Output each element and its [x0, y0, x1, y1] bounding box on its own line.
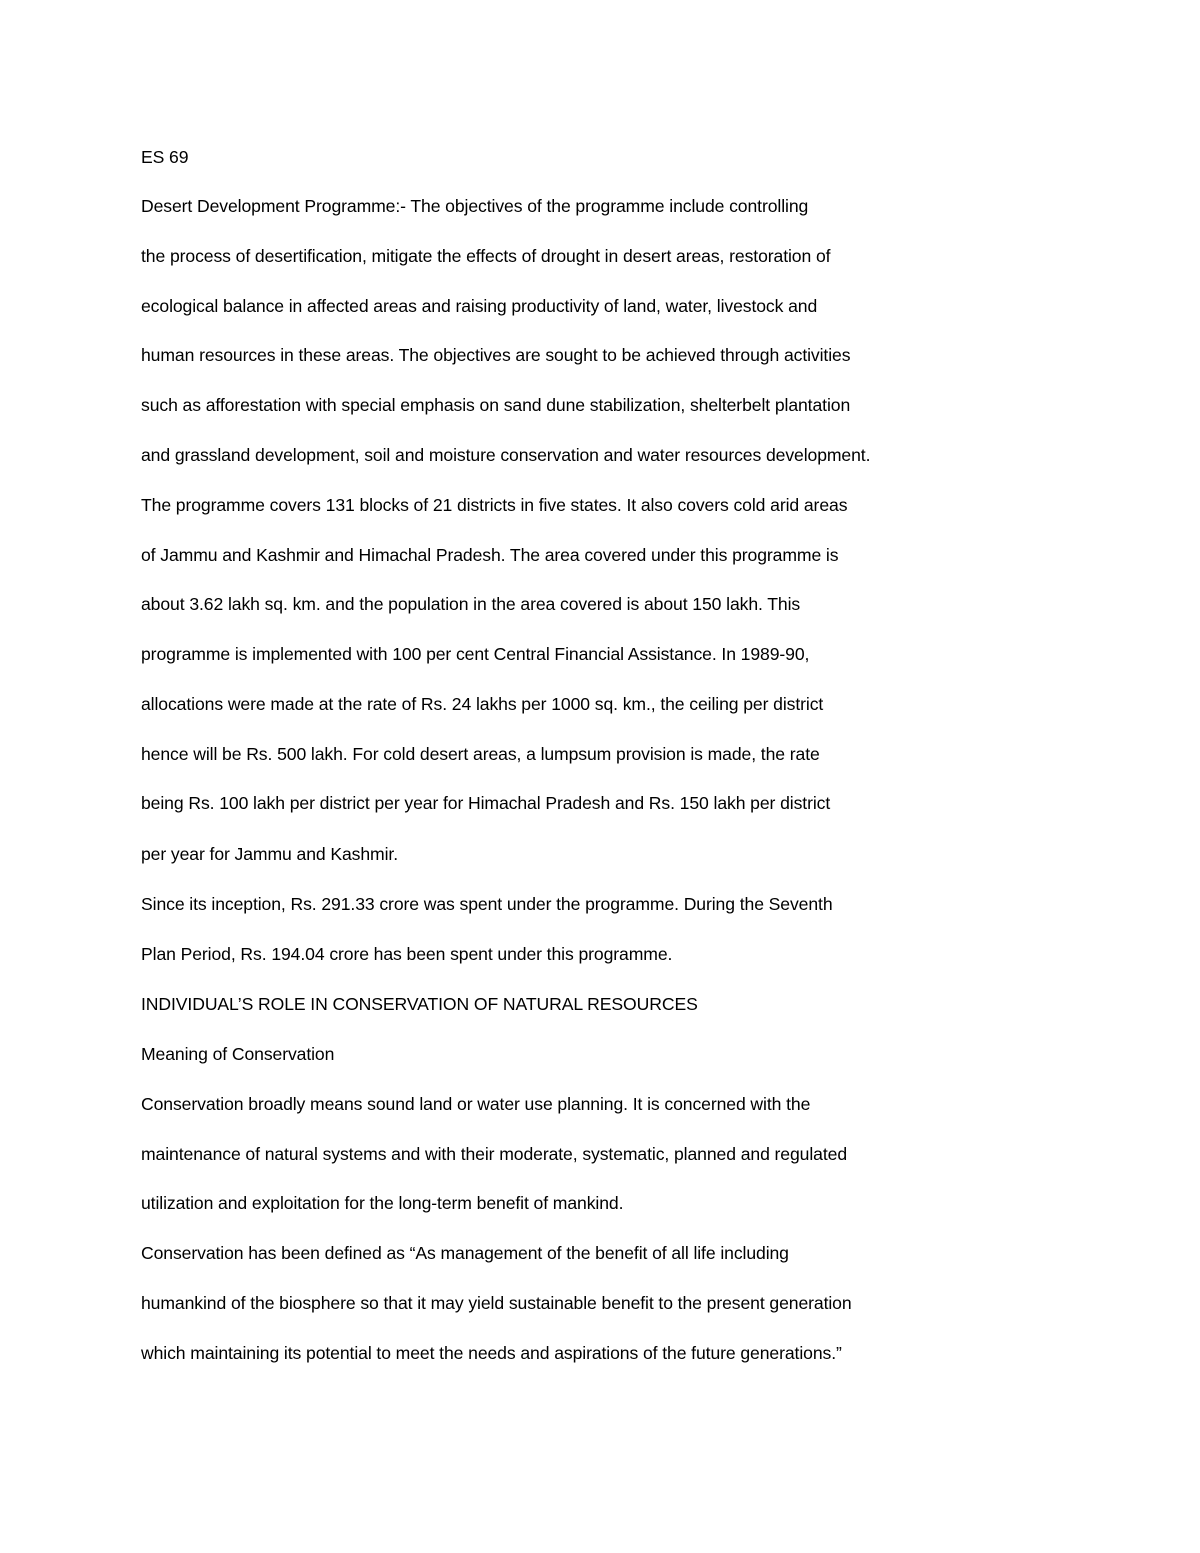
page-code: ES 69 [141, 147, 189, 167]
text-line: about 3.62 lakh sq. km. and the population in the area covered is about 150 lakh. This [141, 594, 801, 614]
text-line: utilization and exploitation for the long-term benefit of mankind. [141, 1193, 624, 1213]
text-line: programme is implemented with 100 per cent Central Financial Assistance. In 1989-90, [141, 644, 810, 664]
text-line: ecological balance in affected areas and raising productivity of land, water, livestock and [141, 296, 818, 316]
text-line: hence will be Rs. 500 lakh. For cold desert areas, a lumpsum provision is made, the rate [141, 744, 820, 764]
text-line: Desert Development Programme:- The objectives of the programme include controlling [141, 196, 809, 216]
text-line: Since its inception, Rs. 291.33 crore was spent under the programme. During the Seventh [141, 894, 833, 914]
text-line: The programme covers 131 blocks of 21 districts in five states. It also covers cold arid areas [141, 495, 848, 515]
text-line: per year for Jammu and Kashmir. [141, 844, 399, 864]
subsection-heading: Meaning of Conservation [141, 1044, 335, 1064]
text-line: of Jammu and Kashmir and Himachal Pradesh. The area covered under this programme is [141, 545, 839, 565]
text-line: Conservation broadly means sound land or water use planning. It is concerned with the [141, 1094, 811, 1114]
text-line: the process of desertification, mitigate the effects of drought in desert areas, restoration of [141, 246, 831, 266]
text-line: human resources in these areas. The objectives are sought to be achieved through activities [141, 345, 851, 365]
text-line: Plan Period, Rs. 194.04 crore has been spent under this programme. [141, 944, 673, 964]
section-heading: INDIVIDUAL’S ROLE IN CONSERVATION OF NATURAL RESOURCES [141, 994, 698, 1014]
text-line: and grassland development, soil and moisture conservation and water resources development. [141, 445, 871, 465]
text-line: maintenance of natural systems and with their moderate, systematic, planned and regulated [141, 1144, 848, 1164]
text-line: allocations were made at the rate of Rs. 24 lakhs per 1000 sq. km., the ceiling per district [141, 694, 824, 714]
text-line: being Rs. 100 lakh per district per year for Himachal Pradesh and Rs. 150 lakh per district [141, 793, 831, 813]
text-line: which maintaining its potential to meet the needs and aspirations of the future generations.” [141, 1343, 842, 1363]
text-line: such as afforestation with special emphasis on sand dune stabilization, shelterbelt plantation [141, 395, 851, 415]
text-line: Conservation has been defined as “As management of the benefit of all life including [141, 1243, 789, 1263]
text-line: humankind of the biosphere so that it may yield sustainable benefit to the present generation [141, 1293, 852, 1313]
